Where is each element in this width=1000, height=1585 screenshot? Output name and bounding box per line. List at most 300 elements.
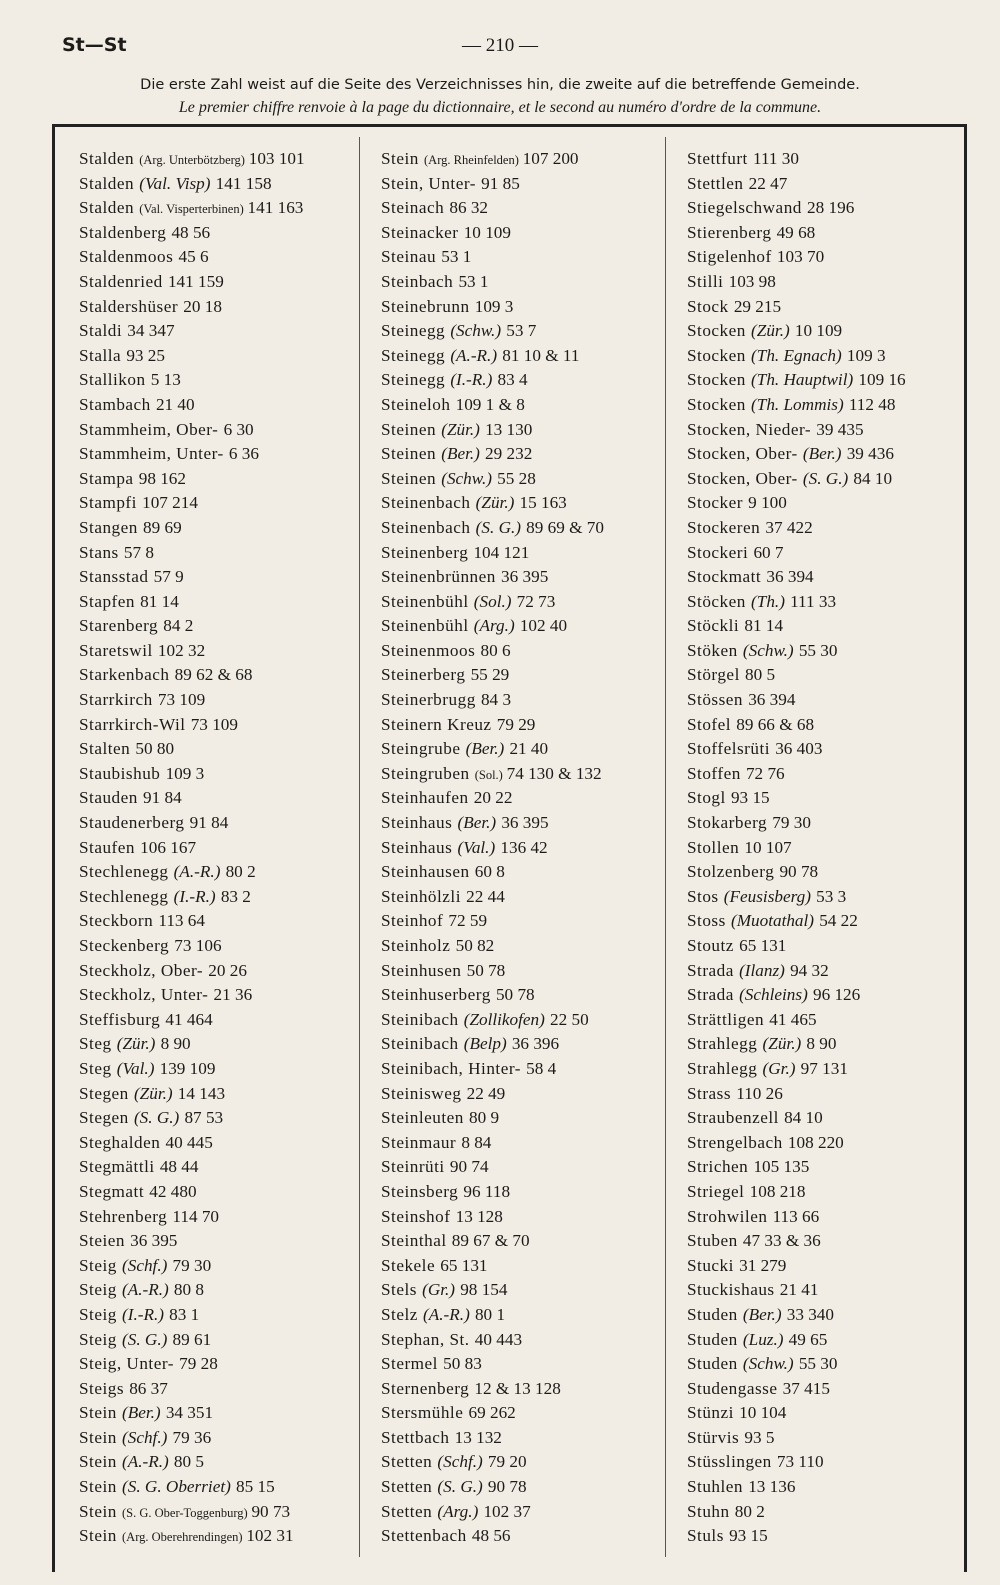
place-qualifier: (Val.) bbox=[116, 1058, 155, 1078]
page-reference: 57 9 bbox=[153, 567, 184, 587]
place-name: Steig bbox=[79, 1329, 117, 1349]
index-entry bbox=[687, 1377, 961, 1402]
index-entry bbox=[687, 1205, 961, 1230]
page-reference: 57 8 bbox=[123, 542, 154, 562]
place-name: Steckholz, Ober- bbox=[79, 960, 204, 980]
index-entry bbox=[381, 1082, 656, 1107]
place-name: Stolzenberg bbox=[687, 862, 775, 882]
place-name: Steckholz, Unter- bbox=[79, 985, 209, 1005]
place-qualifier: (S. G. Ober-Toggenburg) bbox=[122, 1505, 248, 1520]
page-reference: 80 1 bbox=[474, 1304, 506, 1324]
page-reference: 49 68 bbox=[776, 222, 816, 242]
place-name: Steinerbrugg bbox=[381, 690, 476, 710]
index-entry bbox=[79, 1082, 349, 1107]
index-entry bbox=[79, 713, 349, 738]
place-name: Stoffen bbox=[687, 763, 741, 783]
page-reference: 93 15 bbox=[729, 1526, 768, 1546]
index-entry bbox=[79, 541, 349, 566]
page-reference: 14 143 bbox=[177, 1083, 226, 1103]
page-reference: 8 90 bbox=[160, 1034, 191, 1054]
index-entry bbox=[79, 737, 349, 762]
page-reference: 37 422 bbox=[765, 517, 813, 537]
page-reference: 36 395 bbox=[501, 813, 549, 833]
index-entry bbox=[79, 983, 349, 1008]
page-reference: 48 44 bbox=[159, 1157, 199, 1177]
page-reference: 6 30 bbox=[223, 419, 254, 439]
page-reference: 9 100 bbox=[748, 493, 787, 513]
index-entry bbox=[79, 1328, 349, 1353]
index-column-3 bbox=[687, 147, 961, 1567]
place-name: Stalden bbox=[79, 173, 135, 193]
column-divider bbox=[665, 137, 666, 1557]
place-name: Strohwilen bbox=[687, 1206, 768, 1226]
place-qualifier: (Ilanz) bbox=[739, 960, 785, 980]
page-reference: 36 395 bbox=[130, 1231, 178, 1251]
index-entry bbox=[381, 614, 656, 639]
place-qualifier: (I.-R.) bbox=[122, 1304, 164, 1324]
index-entry bbox=[687, 516, 961, 541]
page-reference: 113 64 bbox=[158, 911, 205, 931]
index-entry bbox=[79, 959, 349, 984]
index-entry bbox=[79, 1524, 349, 1549]
page-reference: 65 131 bbox=[440, 1255, 488, 1275]
page-reference: 94 32 bbox=[790, 960, 829, 980]
page-reference: 60 8 bbox=[474, 862, 505, 882]
place-name: Stein bbox=[79, 1403, 117, 1423]
page-reference: 80 5 bbox=[173, 1452, 204, 1472]
page-reference: 89 66 & 68 bbox=[736, 714, 815, 734]
place-qualifier: (Th. Lommis) bbox=[751, 394, 844, 414]
page-reference: 98 154 bbox=[460, 1280, 508, 1300]
place-qualifier: (Muotathal) bbox=[730, 911, 815, 931]
index-entry bbox=[79, 1106, 349, 1131]
place-name: Stettbach bbox=[381, 1427, 450, 1447]
place-name: Steinenbühl bbox=[381, 591, 469, 611]
place-name: Stephan, St. bbox=[381, 1329, 470, 1349]
page-reference: 80 8 bbox=[173, 1280, 204, 1300]
page-reference: 91 85 bbox=[481, 173, 520, 193]
page-reference: 22 50 bbox=[550, 1009, 589, 1029]
index-entry bbox=[687, 270, 961, 295]
index-entry bbox=[79, 934, 349, 959]
place-qualifier: (Schw.) bbox=[441, 468, 492, 488]
index-entry bbox=[687, 737, 961, 762]
place-name: Steig, Unter- bbox=[79, 1354, 174, 1374]
page-reference: 79 30 bbox=[172, 1255, 212, 1275]
page-reference: 8 84 bbox=[461, 1132, 492, 1152]
place-name: Steig bbox=[79, 1304, 117, 1324]
page-reference: 108 218 bbox=[749, 1181, 806, 1201]
page-reference: 90 74 bbox=[449, 1157, 489, 1177]
index-entry bbox=[79, 393, 349, 418]
page-reference: 22 49 bbox=[466, 1083, 506, 1103]
index-entry bbox=[381, 1032, 656, 1057]
index-entry bbox=[687, 295, 961, 320]
place-qualifier: (Gr.) bbox=[422, 1280, 456, 1300]
index-entry bbox=[381, 1426, 656, 1451]
page-reference: 53 7 bbox=[506, 321, 537, 341]
place-name: Stetten bbox=[381, 1452, 433, 1472]
page-reference: 21 40 bbox=[155, 394, 195, 414]
page-reference: 20 22 bbox=[473, 788, 513, 808]
page-reference: 10 104 bbox=[739, 1403, 787, 1423]
place-name: Steinen bbox=[381, 468, 437, 488]
index-entry bbox=[381, 1524, 656, 1549]
index-entry bbox=[687, 639, 961, 664]
index-entry bbox=[687, 860, 961, 885]
place-name: Stapfen bbox=[79, 591, 136, 611]
page-reference: 89 67 & 70 bbox=[451, 1231, 530, 1251]
place-name: Steinthal bbox=[381, 1231, 447, 1251]
page-reference: 103 101 bbox=[248, 149, 305, 168]
index-entry bbox=[79, 221, 349, 246]
place-name: Steinenbach bbox=[381, 517, 471, 537]
page-reference: 109 16 bbox=[858, 370, 906, 390]
page-reference: 73 106 bbox=[174, 936, 222, 955]
place-name: Stein bbox=[79, 1427, 117, 1447]
place-name: Steinmaur bbox=[381, 1132, 457, 1152]
page-reference: 55 30 bbox=[798, 640, 838, 660]
place-name: Staldenmoos bbox=[79, 247, 174, 267]
index-entry bbox=[687, 196, 961, 221]
place-name: Stuls bbox=[687, 1526, 724, 1546]
place-name: Steinenbach bbox=[381, 493, 471, 513]
page-reference: 141 163 bbox=[247, 198, 304, 218]
place-qualifier: (S. G. Oberriet) bbox=[122, 1477, 231, 1497]
place-qualifier: (Val. Visp) bbox=[139, 173, 211, 193]
place-name: Studengasse bbox=[687, 1378, 778, 1398]
place-name: Stegmatt bbox=[79, 1181, 145, 1201]
index-entry bbox=[381, 836, 656, 861]
place-name: Stein bbox=[79, 1501, 117, 1521]
page-reference: 112 48 bbox=[848, 394, 896, 414]
place-qualifier: (Arg.) bbox=[473, 616, 515, 636]
place-name: Störgel bbox=[687, 665, 740, 685]
place-name: Strahlegg bbox=[687, 1034, 758, 1054]
place-qualifier: (Val.) bbox=[457, 837, 496, 857]
place-name: Steinacker bbox=[381, 222, 459, 242]
index-entry bbox=[687, 909, 961, 934]
index-entry bbox=[381, 934, 656, 959]
page-reference: 81 14 bbox=[744, 616, 784, 636]
place-name: Stuhn bbox=[687, 1501, 730, 1521]
index-entry bbox=[687, 713, 961, 738]
place-name: Stein bbox=[79, 1477, 117, 1497]
place-name: Steinegg bbox=[381, 321, 446, 341]
index-entry bbox=[79, 590, 349, 615]
index-entry bbox=[381, 1057, 656, 1082]
index-entry bbox=[687, 614, 961, 639]
page-reference: 73 109 bbox=[190, 714, 238, 734]
place-name: Stokarberg bbox=[687, 813, 768, 833]
place-name: Steinerberg bbox=[381, 665, 466, 685]
page-reference: 72 73 bbox=[516, 591, 556, 611]
page-reference: 83 4 bbox=[497, 370, 528, 390]
page-reference: 50 83 bbox=[443, 1354, 482, 1374]
page-reference: 104 121 bbox=[473, 542, 530, 562]
place-name: Steinenbühl bbox=[381, 616, 469, 636]
place-name: Steinsberg bbox=[381, 1181, 459, 1201]
place-name: Staretswil bbox=[79, 640, 153, 660]
page-reference: 102 37 bbox=[483, 1501, 531, 1521]
place-qualifier: (Zollikofen) bbox=[463, 1009, 545, 1029]
index-entry bbox=[381, 442, 656, 467]
place-qualifier: (Th. Hauptwil) bbox=[751, 370, 854, 390]
place-name: Stelz bbox=[381, 1304, 418, 1324]
page-reference: 55 29 bbox=[470, 665, 510, 685]
index-column-1 bbox=[79, 147, 349, 1567]
index-entry bbox=[79, 418, 349, 443]
index-entry bbox=[381, 565, 656, 590]
index-entry bbox=[687, 1401, 961, 1426]
index-entry bbox=[381, 1229, 656, 1254]
index-entry bbox=[687, 1180, 961, 1205]
place-name: Stein, Unter- bbox=[381, 173, 476, 193]
place-name: Steingrube bbox=[381, 739, 461, 759]
page-reference: 10 109 bbox=[794, 321, 843, 341]
page-reference: 47 33 & 36 bbox=[742, 1231, 821, 1251]
place-name: Steinen bbox=[381, 419, 437, 439]
place-name: Stierenberg bbox=[687, 222, 772, 242]
page-reference: 20 18 bbox=[183, 296, 222, 316]
index-entry bbox=[381, 786, 656, 811]
index-entry bbox=[687, 1254, 961, 1279]
place-name: Stegen bbox=[79, 1108, 129, 1128]
index-entry bbox=[381, 713, 656, 738]
index-entry bbox=[79, 1426, 349, 1451]
index-entry bbox=[79, 688, 349, 713]
page-reference: 83 1 bbox=[169, 1304, 200, 1324]
index-entry bbox=[79, 1008, 349, 1033]
page-reference: 89 69 & 70 bbox=[526, 517, 604, 537]
index-entry bbox=[381, 762, 656, 787]
place-name: Studen bbox=[687, 1329, 738, 1349]
place-name: Starrkirch-Wil bbox=[79, 714, 186, 734]
index-entry bbox=[687, 590, 961, 615]
place-qualifier: (Arg. Oberehrendingen) bbox=[122, 1530, 243, 1545]
page-reference: 109 3 bbox=[165, 763, 205, 783]
index-entry bbox=[381, 172, 656, 197]
place-name: Steineloh bbox=[381, 394, 451, 414]
index-entry bbox=[79, 270, 349, 295]
page-reference: 93 15 bbox=[730, 788, 770, 808]
page-reference: 36 394 bbox=[748, 690, 796, 710]
place-qualifier: (I.-R.) bbox=[173, 886, 216, 906]
place-name: Steig bbox=[79, 1255, 117, 1275]
index-entry bbox=[687, 1008, 961, 1033]
place-name: Stehrenberg bbox=[79, 1206, 168, 1226]
index-entry bbox=[381, 688, 656, 713]
place-name: Stettlen bbox=[687, 173, 744, 193]
index-entry bbox=[79, 245, 349, 270]
page-reference: 107 200 bbox=[522, 149, 579, 168]
index-entry bbox=[79, 663, 349, 688]
place-name: Stocken bbox=[687, 345, 746, 365]
index-entry bbox=[79, 1303, 349, 1328]
place-name: Stallikon bbox=[79, 370, 146, 390]
place-name: Stocken, Ober- bbox=[687, 468, 798, 488]
place-name: Stalten bbox=[79, 739, 131, 759]
place-name: Steg bbox=[79, 1058, 112, 1078]
index-entry bbox=[79, 885, 349, 910]
place-name: Stollen bbox=[687, 837, 740, 857]
page-reference: 96 126 bbox=[812, 985, 861, 1005]
place-name: Stalla bbox=[79, 345, 122, 365]
index-entry bbox=[687, 172, 961, 197]
page-reference: 36 396 bbox=[511, 1034, 560, 1054]
page-reference: 79 29 bbox=[496, 714, 536, 734]
index-entry bbox=[687, 663, 961, 688]
page-reference: 79 28 bbox=[179, 1354, 218, 1374]
place-qualifier: (Zür.) bbox=[751, 321, 790, 341]
place-name: Strichen bbox=[687, 1157, 749, 1177]
page-reference: 21 36 bbox=[213, 985, 253, 1005]
page-reference: 105 135 bbox=[753, 1157, 810, 1177]
page-reference: 37 415 bbox=[782, 1378, 830, 1398]
index-entry bbox=[687, 418, 961, 443]
index-entry bbox=[381, 885, 656, 910]
place-name: Stettenbach bbox=[381, 1526, 467, 1546]
index-entry bbox=[79, 811, 349, 836]
index-entry bbox=[687, 1131, 961, 1156]
place-name: Stoffelsrüti bbox=[687, 739, 771, 759]
index-entry bbox=[79, 762, 349, 787]
place-name: Steinibach, Hinter- bbox=[381, 1058, 521, 1078]
index-entry bbox=[79, 639, 349, 664]
place-name: Straubenzell bbox=[687, 1108, 779, 1128]
place-qualifier: (Schw.) bbox=[742, 640, 794, 660]
index-entry bbox=[381, 1450, 656, 1475]
index-entry bbox=[79, 147, 349, 172]
place-qualifier: (Schw.) bbox=[450, 321, 502, 341]
place-name: Stein bbox=[381, 149, 419, 168]
page-reference: 84 2 bbox=[163, 616, 194, 636]
place-name: Stöcken bbox=[687, 591, 746, 611]
page-reference: 86 37 bbox=[129, 1378, 168, 1398]
page-reference: 33 340 bbox=[786, 1304, 834, 1324]
page-reference: 141 159 bbox=[167, 271, 224, 291]
place-name: Steckborn bbox=[79, 911, 154, 931]
index-entry bbox=[79, 442, 349, 467]
place-qualifier: (S. G.) bbox=[122, 1329, 168, 1349]
page-reference: 114 70 bbox=[172, 1206, 220, 1226]
place-name: Strass bbox=[687, 1083, 732, 1103]
page-reference: 8 90 bbox=[806, 1034, 837, 1054]
page-reference: 53 1 bbox=[441, 247, 472, 267]
page-reference: 102 32 bbox=[157, 640, 206, 660]
page-reference: 55 30 bbox=[798, 1354, 838, 1374]
index-entry bbox=[381, 1475, 656, 1500]
index-entry bbox=[687, 147, 961, 172]
index-entry bbox=[687, 393, 961, 418]
page-reference: 55 28 bbox=[497, 468, 536, 488]
page-reference: 80 6 bbox=[480, 640, 511, 660]
page-reference: 48 56 bbox=[471, 1526, 511, 1546]
page-reference: 49 65 bbox=[788, 1329, 828, 1349]
page-reference: 73 110 bbox=[776, 1452, 824, 1472]
place-qualifier: (Arg. Unterbötzberg) bbox=[139, 153, 245, 167]
place-name: Strengelbach bbox=[687, 1132, 783, 1152]
index-entry bbox=[687, 221, 961, 246]
page-reference: 80 2 bbox=[225, 862, 256, 882]
index-entry bbox=[381, 1500, 656, 1525]
page-reference: 45 6 bbox=[178, 247, 209, 267]
index-entry bbox=[79, 319, 349, 344]
place-name: Stocken bbox=[687, 370, 746, 390]
place-name: Steinibach bbox=[381, 1034, 459, 1054]
index-entry bbox=[687, 1032, 961, 1057]
page-header bbox=[0, 34, 1000, 64]
place-name: Strahlegg bbox=[687, 1058, 758, 1078]
index-entry bbox=[381, 1106, 656, 1131]
place-name: Stöckli bbox=[687, 616, 740, 636]
place-qualifier: (Zür.) bbox=[133, 1083, 173, 1103]
page-reference: 13 136 bbox=[748, 1477, 796, 1497]
index-entry bbox=[381, 737, 656, 762]
place-qualifier: (Schf.) bbox=[122, 1255, 168, 1275]
place-name: Stechlenegg bbox=[79, 862, 169, 882]
index-entry bbox=[381, 811, 656, 836]
place-qualifier: (Sol.) bbox=[473, 591, 512, 611]
page-reference: 20 26 bbox=[208, 960, 247, 980]
index-entry bbox=[381, 196, 656, 221]
place-qualifier: (Arg. Rheinfelden) bbox=[424, 153, 519, 167]
place-name: Stammheim, Unter- bbox=[79, 444, 224, 464]
place-name: Staldi bbox=[79, 321, 123, 341]
page-reference: 109 3 bbox=[474, 296, 514, 316]
index-entry bbox=[687, 811, 961, 836]
index-entry bbox=[79, 1155, 349, 1180]
page-reference: 50 82 bbox=[455, 936, 495, 955]
page-reference: 6 36 bbox=[228, 444, 259, 464]
place-name: Stüsslingen bbox=[687, 1452, 772, 1472]
page-reference: 89 69 bbox=[143, 517, 182, 537]
page-reference: 13 128 bbox=[455, 1206, 503, 1226]
page-reference: 106 167 bbox=[140, 837, 197, 857]
page-reference: 79 36 bbox=[172, 1427, 212, 1447]
place-qualifier: (Val. Visperterbinen) bbox=[139, 202, 244, 217]
page-reference: 22 44 bbox=[466, 886, 505, 906]
index-entry bbox=[79, 1450, 349, 1475]
place-name: Stocker bbox=[687, 493, 744, 513]
page-reference: 136 42 bbox=[500, 837, 548, 857]
place-name: Starrkirch bbox=[79, 690, 153, 710]
page-reference: 10 109 bbox=[463, 222, 511, 242]
place-name: Steinrüti bbox=[381, 1157, 445, 1177]
place-name: Steinhusen bbox=[381, 960, 462, 980]
page-reference: 12 & 13 128 bbox=[474, 1378, 561, 1398]
place-name: Stos bbox=[687, 886, 719, 906]
page-reference: 83 2 bbox=[220, 886, 251, 906]
index-entry bbox=[79, 368, 349, 393]
page-reference: 102 40 bbox=[519, 616, 568, 636]
page-reference: 73 109 bbox=[157, 690, 206, 710]
page-reference: 79 20 bbox=[487, 1452, 527, 1472]
place-name: Stans bbox=[79, 542, 119, 562]
page-reference: 22 47 bbox=[748, 173, 788, 193]
index-entry bbox=[687, 786, 961, 811]
index-entry bbox=[79, 1205, 349, 1230]
page-reference: 87 53 bbox=[184, 1108, 224, 1128]
page-reference: 103 98 bbox=[728, 271, 776, 291]
place-name: Stangen bbox=[79, 517, 138, 537]
place-name: Steinegg bbox=[381, 345, 446, 365]
page-reference: 53 3 bbox=[816, 886, 847, 906]
page-reference: 5 13 bbox=[150, 370, 181, 390]
place-qualifier: (Schf.) bbox=[122, 1427, 168, 1447]
page-reference: 91 84 bbox=[189, 813, 229, 833]
place-name: Steinhausen bbox=[381, 862, 470, 882]
